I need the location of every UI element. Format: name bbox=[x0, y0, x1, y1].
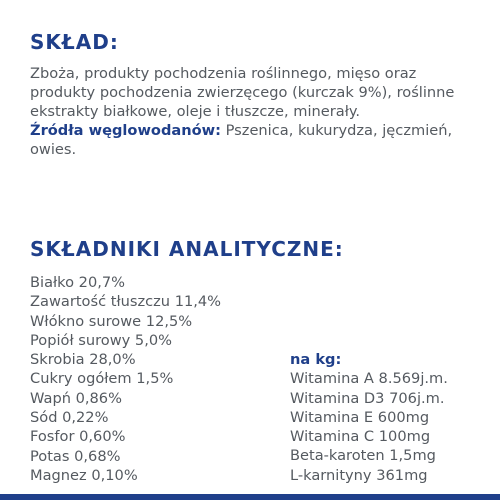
composition-heading: SKŁAD: bbox=[30, 30, 119, 54]
analytical-item: Fosfor 0,60% bbox=[30, 428, 126, 446]
analytical-item: Wapń 0,86% bbox=[30, 389, 122, 407]
analytical-item: Włókno surowe 12,5% bbox=[30, 312, 193, 330]
carbs-text: Pszenica, kukurydza, jęczmień, owies. bbox=[30, 122, 453, 158]
bottom-bar bbox=[0, 494, 500, 500]
per-kg-item: Beta-karoten 1,5mg bbox=[290, 447, 436, 465]
per-kg-item: Witamina A 8.569j.m. bbox=[290, 370, 448, 388]
analytical-item: Popiół surowy 5,0% bbox=[30, 331, 172, 349]
analytical-item: Skrobia 28,0% bbox=[30, 351, 136, 369]
per-kg-label: na kg: bbox=[290, 351, 342, 368]
composition-text bbox=[30, 64, 480, 159]
per-kg-item: L-karnityny 361mg bbox=[290, 466, 428, 484]
per-kg-item: Witamina C 100mg bbox=[290, 428, 431, 446]
composition-ingredients: Zboża, produkty pochodzenia roślinnego, mięso oraz produkty pochodzenia zwierzęcego (kurczak 9%), roślinne ekstrakty białkowe, oleje i tłuszcze, minerały. bbox=[30, 65, 455, 120]
per-kg-item: Witamina D3 706j.m. bbox=[290, 389, 445, 407]
per-kg-item: Witamina E 600mg bbox=[290, 408, 430, 426]
analytical-item: Białko 20,7% bbox=[30, 274, 126, 291]
carbs-label: Źródła węglowodanów: bbox=[30, 122, 221, 139]
analytical-item: Cukry ogółem 1,5% bbox=[30, 370, 174, 388]
analytical-item: Magnez 0,10% bbox=[30, 466, 138, 484]
analytical-item: Zawartość tłuszczu 11,4% bbox=[30, 293, 222, 311]
per-kg-list bbox=[290, 350, 448, 485]
analytical-list bbox=[30, 273, 221, 485]
analytical-item: Potas 0,68% bbox=[30, 447, 121, 465]
analytical-item: Sód 0,22% bbox=[30, 409, 109, 427]
analytical-heading: SKŁADNIKI ANALITYCZNE: bbox=[30, 237, 344, 261]
